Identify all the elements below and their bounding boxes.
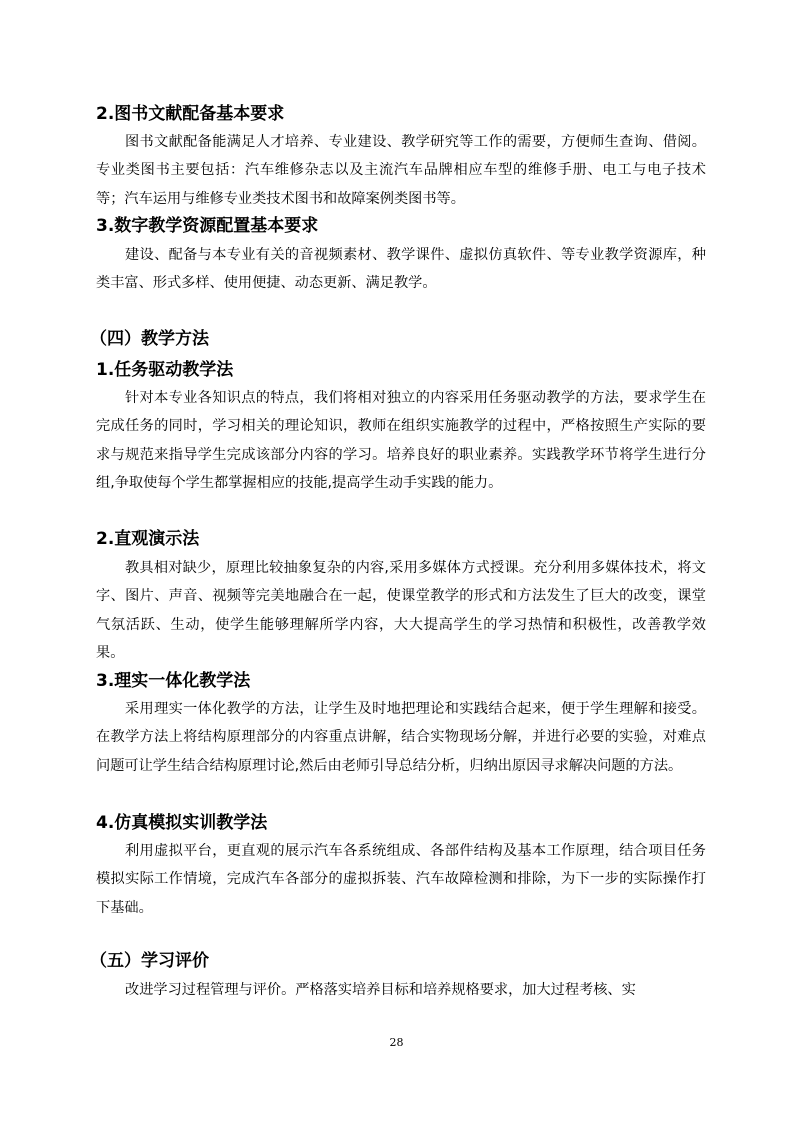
heading-demonstration: 2.直观演示法 [96, 529, 200, 549]
heading-library-requirements: 2.图书文献配备基本要求 [96, 104, 285, 124]
heading-integrated-theory-practice: 3.理实一体化教学法 [96, 671, 251, 691]
paragraph-demonstration: 教具相对缺少，原理比较抽象复杂的内容,采用多媒体方式授课。充分利用多媒体技术，将文字、图片、声音、视频等完美地融合在一起，使课堂教学的形式和方法发生了巨大的改变，课堂气氛活跃、生动，使学生能够理解所学内容，大大提高学生的学习热情和积极性，改善教学效果。 [96, 560, 706, 661]
paragraph-library-requirements: 图书文献配备能满足人才培养、专业建设、教学研究等工作的需要，方便师生查询、借阅。专业类图书主要包括：汽车维修杂志以及主流汽车品牌相应车型的维修手册、电工与电子技术等；汽车运用与维修专业类技术图书和故障案例类图书等。 [96, 134, 706, 207]
paragraph-simulation-training: 利用虚拟平台，更直观的展示汽车各系统组成、各部件结构及基本工作原理，结合项目任务模拟实际工作情境，完成汽车各部分的虚拟拆装、汽车故障检测和排除，为下一步的实际操作打下基础。 [96, 843, 706, 916]
heading-task-driven: 1.任务驱动教学法 [96, 360, 234, 380]
heading-digital-resources: 3.数字教学资源配置基本要求 [96, 216, 319, 236]
section-learning-evaluation: （五）学习评价 [90, 951, 209, 971]
paragraph-digital-resources: 建设、配备与本专业有关的音视频素材、教学课件、虚拟仿真软件、等专业教学资源库，种类丰富、形式多样、使用便捷、动态更新、满足教学。 [96, 247, 706, 292]
page-number: 28 [389, 1036, 404, 1049]
paragraph-integrated-theory-practice: 采用理实一体化教学的方法，让学生及时地把理论和实践结合起来，便于学生理解和接受。在教学方法上将结构原理部分的内容重点讲解，结合实物现场分解，并进行必要的实验，对难点问题可让学生结合结构原理讨论,然后由老师引导总结分析，归纳出原因寻求解决问题的方法。 [96, 701, 706, 774]
paragraph-learning-evaluation: 改进学习过程管理与评价。严格落实培养目标和培养规格要求，加大过程考核、实 [125, 982, 636, 998]
heading-simulation-training: 4.仿真模拟实训教学法 [96, 813, 268, 833]
paragraph-task-driven: 针对本专业各知识点的特点，我们将相对独立的内容采用任务驱动教学的方法，要求学生在完成任务的同时，学习相关的理论知识，教师在组织实施教学的过程中，严格按照生产实际的要求与规范来指导学生完成该部分内容的学习。培养良好的职业素养。实践教学环节将学生进行分组,争取使每个学生都掌握相应的技能,提高学生动手实践的能力。 [96, 390, 706, 491]
section-teaching-methods: （四）教学方法 [90, 329, 209, 349]
